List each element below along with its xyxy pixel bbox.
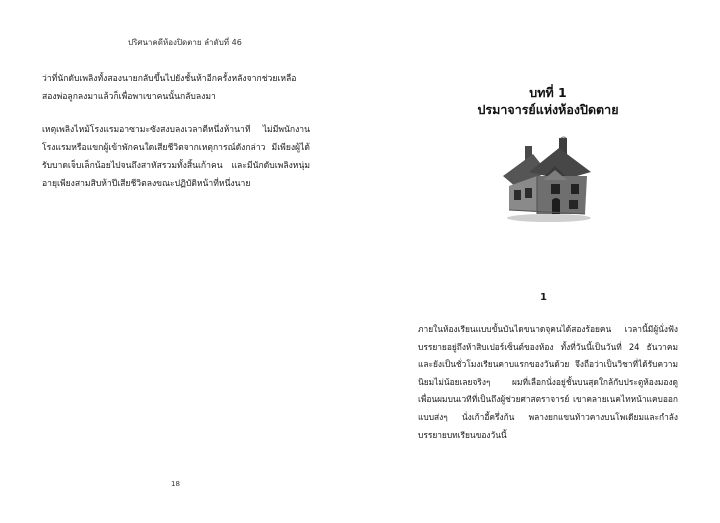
haunted-house-icon (497, 136, 601, 222)
left-page-body (42, 70, 310, 208)
right-paragraph: ภายในห้องเรียนแบบขั้นบันไดขนาดจุคนได้สองร้อยคน เวลานี้มีผู้นั่งฟังบรรยายอยู่ถึงห้าสิบเปอร์เซ็นต์ของห้อง ทั้งที่วันนี้เป็นวันที่ 24 ธันวาคมและยังเป็นชั่วโมงเรียนคาบแรกของวันด้วย จึงถือว่าเป็นวิชาที่ได้รับความนิยมไม่น้อยเลยจริงๆ ผมที่เลือกนั่งอยู่ชั้นบนสุดใกล้กับประตูห้องมองดูเพื่อนผมบนเวทีที่เป็นถึงผู้ช่วยศาสตราจารย์ เขาคลายเนคไทหน้าแคบออกแบบส่งๆ นั่งเก้าอี้ครึ่งก้น พลางยกแขนท้าวคางบนโพเดียมและกำลังบรรยายบทเรียนของวันนี้ (418, 324, 678, 440)
chapter-heading (453, 84, 643, 118)
right-page-body (418, 321, 678, 444)
section-number: 1 (540, 292, 547, 303)
page-number: 18 (171, 480, 180, 488)
left-paragraph-1: ว่าที่นักดับเพลิงทั้งสองนายกลับขึ้นไปยังชั้นห้าอีกครั้งหลังจากช่วยเหลือสองพ่อลูกลงมาแล้วก็เพื่อพาเขาคนนั้นกลับลงมา (42, 74, 297, 103)
right-page (360, 0, 720, 523)
left-paragraph-2: เหตุเพลิงไหม้โรงแรมอาซามะซังสงบลงเวลาตีหนึ่งห้านาที ไม่มีพนักงานโรงแรมหรือแขกผู้เข้าพักคนใดเสียชีวิตจากเหตุการณ์ดังกล่าว มีเพียงผู้ได้รับบาดเจ็บเล็กน้อยไปจนถึงสาหัสรวมทั้งสิ้นเก้าคน และมีนักดับเพลิงหนุ่มอายุเพียงสามสิบห้าปีเสียชีวิตลงขณะปฏิบัติหน้าที่หนึ่งนาย (42, 124, 310, 190)
chapter-title: ปรมาจารย์แห่งห้องปิดตาย (477, 102, 619, 117)
running-header: ปริศนาคดีห้องปิดตาย ลำดับที่ 46 (128, 38, 242, 47)
chapter-label: บทที่ 1 (529, 85, 567, 100)
